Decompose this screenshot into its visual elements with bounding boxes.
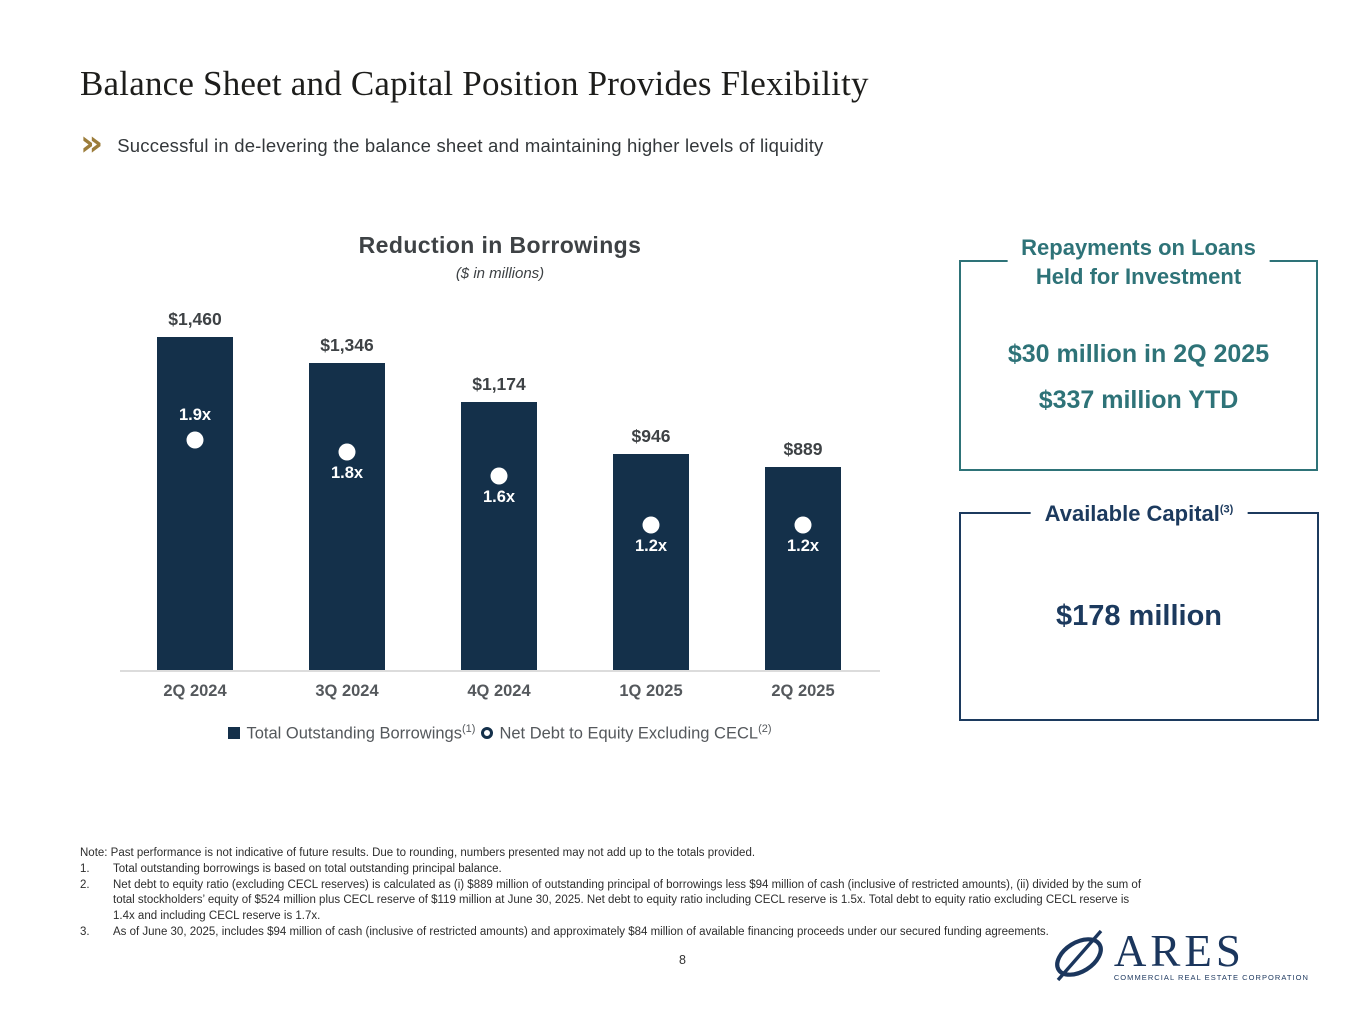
net-debt-marker	[187, 432, 204, 449]
legend-circle-marker-icon	[481, 727, 493, 739]
bar-value-label: $1,460	[168, 309, 222, 329]
legend-item	[228, 723, 475, 744]
net-debt-marker	[491, 468, 508, 485]
bullet-row	[80, 123, 824, 164]
available-capital-body	[961, 514, 1317, 719]
bar-value-label: $1,346	[320, 335, 374, 355]
footnotes	[80, 846, 1142, 941]
legend-item	[481, 723, 771, 744]
footnote-text: As of June 30, 2025, includes $94 million of cash (inclusive of restricted amounts) and approximately $84 million of available financing proceeds under our secured funding agreements.	[113, 925, 1049, 938]
net-debt-ratio-label: 1.2x	[786, 536, 820, 555]
bullet-text: Successful in de-levering the balance sheet and maintaining higher levels of liquidity	[117, 135, 824, 156]
category-label: 2Q 2025	[771, 682, 835, 700]
ares-subtext: COMMERCIAL REAL ESTATE CORPORATION	[1113, 973, 1309, 982]
available-capital-footnote-ref: (3)	[1219, 503, 1234, 516]
repayments-value-quarter: $30 million in 2Q 2025	[1007, 339, 1270, 368]
net-debt-ratio-label: 1.2x	[634, 536, 668, 555]
category-label: 4Q 2024	[467, 682, 531, 700]
page-number: 8	[679, 953, 686, 967]
footnote-text: Net debt to equity ratio (excluding CECL reserves) is calculated as (i) $889 million of outstanding principal of borrowings less $94 million of cash (inclusive of restricted amounts), (ii) divided by the sum of total stockholders’ equity of $524 million plus CECL reserve of $119 million at June 30, 2025. Net debt to equity ratio including CECL reserve is 1.5x. Total debt to equity ratio excluding CECL reserve is 1.4x and including CECL reserve is 1.7x.	[113, 878, 1142, 923]
footnote-item	[80, 878, 1142, 925]
ares-logo	[1049, 926, 1309, 986]
borrowings-chart	[120, 232, 880, 777]
bar-1q-2025	[613, 454, 689, 670]
legend-footnote-ref: (1)	[461, 723, 476, 735]
available-capital-value: $178 million	[1055, 600, 1222, 632]
available-capital-callout-box	[959, 501, 1319, 721]
net-debt-marker	[339, 444, 356, 461]
repayments-callout-body	[961, 262, 1316, 469]
footnote-note: Note: Past performance is not indicative of future results. Due to rounding, numbers presented may not add up to the totals provided.	[80, 847, 756, 859]
repayments-callout-box	[959, 235, 1318, 471]
bar-4q-2024	[461, 402, 537, 670]
footnote-item	[80, 862, 1142, 878]
footnote-number: 1.	[80, 862, 90, 875]
net-debt-ratio-label: 1.6x	[482, 488, 516, 507]
category-label: 1Q 2025	[619, 682, 683, 700]
category-label: 2Q 2024	[163, 682, 227, 700]
bar-2q-2025	[765, 467, 841, 670]
legend-label: Total Outstanding Borrowings$^{(1)}$	[246, 723, 476, 743]
chart-title: Reduction in Borrowings	[358, 232, 642, 258]
ares-wordmark: ARES	[1113, 926, 1245, 976]
net-debt-marker	[795, 516, 812, 533]
repayments-title-line1: Repayments on Loans	[1021, 235, 1256, 260]
chart-subtitle: ($ in millions)	[455, 265, 545, 282]
legend-label: Net Debt to Equity Excluding CECL$^{(2)}$	[499, 723, 772, 743]
legend-footnote-ref: (2)	[758, 723, 772, 735]
bar-value-label: $889	[783, 439, 823, 459]
footnote-text: Total outstanding borrowings is based on total outstanding principal balance.	[113, 862, 502, 875]
repayments-value-ytd: $337 million YTD	[1038, 385, 1239, 414]
double-chevron-icon: »	[80, 123, 104, 164]
x-axis-line	[120, 670, 880, 672]
bar-2q-2024	[157, 337, 233, 670]
footnote-item	[80, 925, 1142, 941]
net-debt-ratio-label: 1.9x	[178, 406, 212, 425]
net-debt-ratio-label: 1.8x	[330, 464, 364, 483]
net-debt-marker	[643, 516, 660, 533]
page-title: Balance Sheet and Capital Position Provides Flexibility	[80, 64, 869, 103]
bar-value-label: $1,174	[472, 374, 526, 394]
category-label: 3Q 2024	[315, 682, 379, 700]
legend-square-swatch-icon	[228, 727, 240, 739]
ares-logo-text	[1113, 926, 1309, 982]
chart-legend	[120, 723, 880, 744]
footnote-number: 3.	[80, 925, 90, 938]
ares-orbit-icon	[1049, 926, 1109, 986]
repayments-title-line2: Held for Investment	[1035, 264, 1242, 289]
available-capital-title-text: Available Capital	[1044, 501, 1220, 526]
bar-value-label: $946	[631, 426, 671, 446]
footnote-number: 2.	[80, 878, 90, 891]
bar-3q-2024	[309, 363, 385, 670]
